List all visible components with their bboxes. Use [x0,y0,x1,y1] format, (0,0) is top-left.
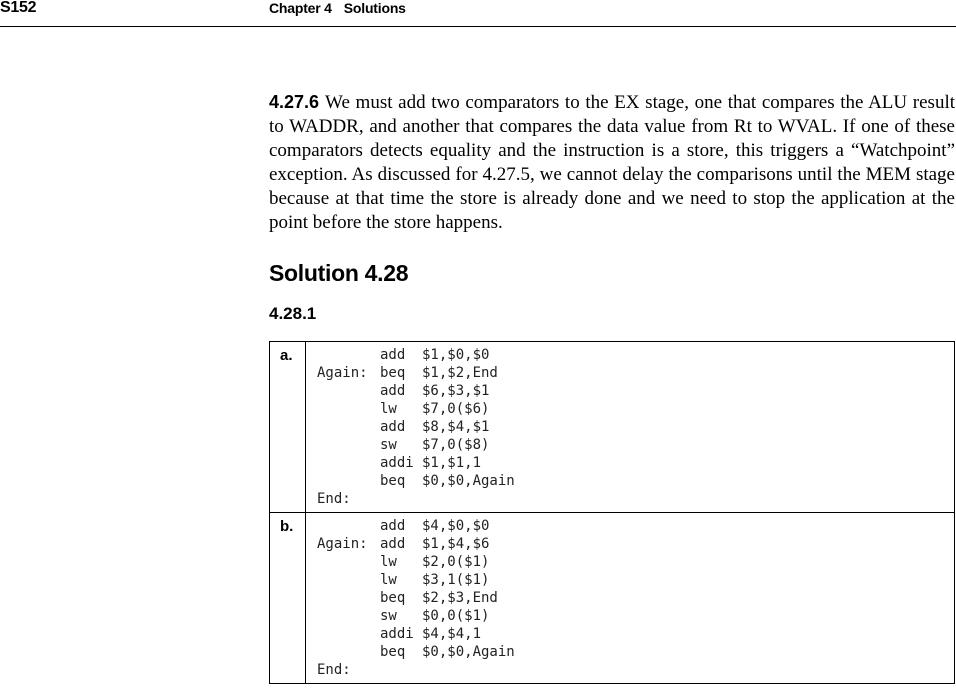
code-line [317,400,954,418]
code-operands: $8,$4,$1 [422,419,490,435]
code-opcode: beq [380,365,406,381]
code-line [317,535,954,553]
code-line [317,418,954,436]
code-line [317,625,954,643]
code-label: Again: [317,536,368,552]
code-line [317,472,954,490]
code-line [317,661,954,679]
section-name: Solutions [343,0,406,16]
code-operands: $0,$0,Again [422,473,515,489]
code-operands: $3,1($1) [422,572,490,588]
running-head [0,0,956,27]
code-operands: $4,$4,1 [422,626,482,642]
code-line [317,571,954,589]
code-line [317,517,954,535]
code-line [317,436,954,454]
code-operands: $0,$0,Again [422,644,515,660]
solution-title: Solution 4.28 [269,260,409,286]
case-row [270,342,955,513]
code-opcode: beq [380,590,406,606]
code-operands: $6,$3,$1 [422,383,490,399]
code-block [306,513,955,684]
code-operands: $4,$0,$0 [422,518,490,534]
code-operands: $1,$1,1 [422,455,482,471]
code-operands: $7,0($6) [422,401,490,417]
case-label: b. [270,513,306,684]
case-label: a. [270,342,306,513]
chapter-name: Chapter 4 [269,0,332,16]
code-operands: $2,$3,End [422,590,498,606]
code-operands: $0,0($1) [422,608,490,624]
subsection-title: 4.28.1 [269,304,317,323]
code-opcode: add [380,347,406,363]
code-opcode: beq [380,644,406,660]
code-operands: $1,$2,End [422,365,498,381]
code-opcode: sw [380,608,397,624]
code-operands: $7,0($8) [422,437,490,453]
code-opcode: sw [380,437,397,453]
code-label: End: [317,491,351,507]
code-line [317,364,954,382]
code-opcode: lw [380,572,397,588]
code-label: Again: [317,365,368,381]
code-opcode: beq [380,473,406,489]
paragraph-label: 4.27.6 [269,92,320,112]
code-opcode: add [380,536,406,552]
code-opcode: addi [380,455,414,471]
code-opcode: add [380,518,406,534]
paragraph-text: We must add two comparators to the EX stage, one that compares the ALU result to WADDR, and another that compares the data value from Rt to WVAL. If one of these comparators detects equality and the instruction is a store, this triggers a “Watchpoint” exception. As discussed for 4.27.5, we cannot delay the comparisons until the MEM stage because at that time the store is already done and we need to stop the application at the point before the store happens. [269,92,955,233]
answer-paragraph [269,90,955,235]
code-operands: $1,$4,$6 [422,536,490,552]
code-opcode: lw [380,401,397,417]
code-line [317,490,954,508]
code-opcode: addi [380,626,414,642]
chapter-heading [269,1,406,15]
code-line [317,346,954,364]
code-line [317,382,954,400]
code-table [269,341,955,684]
code-opcode: add [380,383,406,399]
code-line [317,607,954,625]
code-operands: $2,0($1) [422,554,490,570]
code-operands: $1,$0,$0 [422,347,490,363]
page-number: S152 [0,0,37,16]
code-line [317,454,954,472]
code-line [317,553,954,571]
code-block [306,342,955,513]
case-row [270,513,955,684]
code-label: End: [317,662,351,678]
code-line [317,643,954,661]
code-line [317,589,954,607]
code-opcode: lw [380,554,397,570]
code-opcode: add [380,419,406,435]
